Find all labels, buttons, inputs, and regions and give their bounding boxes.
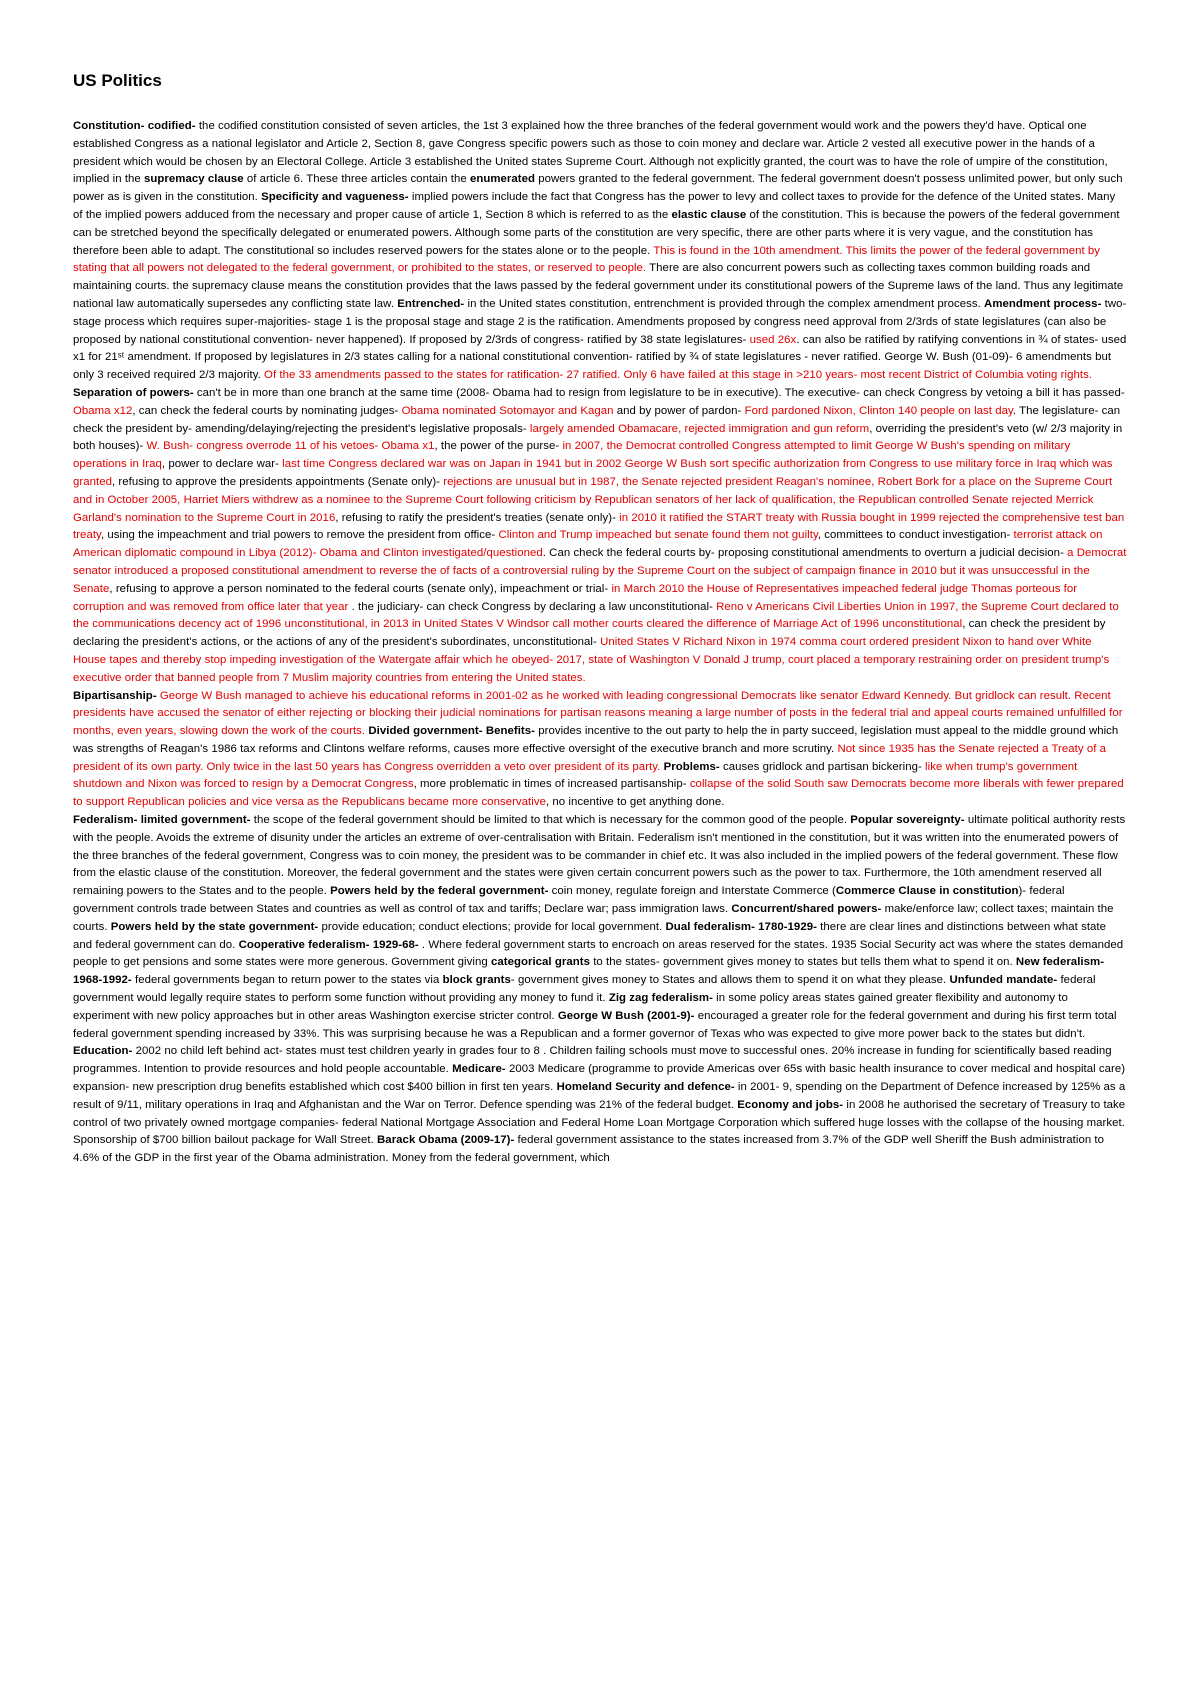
bold-heading-segment: elastic clause [671, 208, 747, 221]
paragraph [73, 688, 1127, 813]
highlighted-example-segment: in 2007, the Democrat controlled Congress attempted to limit George W Bush's spending on military operations in Iraq [73, 440, 1071, 471]
page-title: US Politics [73, 71, 162, 90]
bold-heading-segment: Economy and jobs- [737, 1098, 844, 1111]
body-text-segment: powers granted to the federal government. The federal government doesn't possess unlimited power, but only such power as is given in the constitution. [73, 173, 1123, 204]
highlighted-example-segment: in March 2010 the House of Representatives impeached federal judge Thomas porteous for corruption and was removed from office later that year [73, 582, 1078, 613]
bold-heading-segment: Problems- [663, 760, 720, 773]
highlighted-example-segment: Reno v Americans Civil Liberties Union in 1997, the Supreme Court declared to the communications decency act of 1996 unconstitutional, in 2013 in United States V Windsor call mother courts cleared the difference of Marriage Act of 1996 unconstitutional [73, 600, 1119, 631]
bold-heading-segment: Barack Obama (2009-17)- [377, 1134, 515, 1147]
bold-heading-segment: Medicare- [452, 1063, 506, 1076]
body-text-segment: in 2008 he authorised the secretary of Treasury to take control of two privately owned mortgage companies- federal National Mortgage Association and Federal Home Loan Mortgage Corporation which suffered huge losses with the collapse of the housing market. Sponsorship of $700 billion bailout package for Wall Street. [73, 1098, 1126, 1147]
highlighted-example-segment: Ford pardoned Nixon, Clinton 140 people on last day [744, 404, 1013, 417]
bold-heading-segment: enumerated [469, 173, 536, 186]
highlighted-example-segment: United States V Richard Nixon in 1974 comma court ordered president Nixon to hand over White House tapes and thereby stop impeding investigation of the Watergate affair which he obeyed- 2017, state of Washington V Donald J trump, court placed a temporary restraining order on president trump's executive order that banned people from 7 Muslim majority countries from entering the United states. [73, 636, 1110, 684]
bold-heading-segment: Homeland Security and defence- [556, 1081, 735, 1094]
body-text-segment: )- federal government controls trade between States and countries as well as control of tax and tariffs; Declare war; pass immigration laws. [73, 885, 1065, 916]
body-text-segment: of the constitution. This is because the powers of the federal government can be stretched beyond the specifically delegated or enumerated powers. Although some parts of the constitution are very specific, there are other parts where it is very vague, and the constitution has therefore been able to adapt. The constitutional so includes reserved powers for the states alone or to the people. [73, 208, 1120, 257]
body-text-segment: , overriding the president's veto (w/ 2/3 majority in both houses)- [73, 422, 1123, 453]
bold-heading-segment: Separation of powers- [73, 386, 194, 399]
bold-heading-segment: Dual federalism- 1780-1929- [665, 920, 817, 933]
body-text-segment: . Where federal government starts to encroach on areas reserved for the states. 1935 Social Security act was where the states demanded people to get pensions and some states were more generous. Government giving [73, 938, 1124, 969]
highlighted-example-segment: a Democrat senator introduced a proposed constitutional amendment to reverse the of facts of a controversial ruling by the Supreme Court on the subject of campaign finance in 2010 but it was unsuccessful in the Senate [73, 547, 1127, 595]
highlighted-example-segment: Of the 33 amendments passed to the states for ratification- 27 ratified. Only 6 have failed at this stage in >210 years- most recent District of Columbia voting rights. [264, 369, 1093, 382]
body-text-segment: federal government assistance to the states increased from 3.7% of the GDP well Sheriff the Bush administration to 4.6% of the GDP in the first year of the Obama administration. Money from the federal government, which [73, 1134, 1105, 1165]
body-text-segment: two-stage process which requires super-majorities- stage 1 is the proposal stage and stage 2 is the ratification. Amendments proposed by congress need approval from 2/3rds of state legislatures (can also be proposed by national constitutional convention- never happened). If proposed by 2/3rds of congress- ratified by 38 state legislatures- [73, 297, 1127, 346]
body-text-segment: provides incentive to the out party to help the in party succeed, legislation must appeal to the middle ground which was strengths of Reagan's 1986 tax reforms and Clintons welfare reforms, causes more effective oversight of the executive branch and more scrutiny. [73, 725, 1119, 755]
paragraph [73, 385, 1127, 688]
bold-heading-segment: Federalism- limited government- [73, 814, 251, 827]
highlighted-example-segment: This is found in the 10th amendment. This limits the power of the federal government by stating that all powers not delegated to the federal government, or prohibited to the states, or reserved to people. [73, 244, 1101, 275]
body-text-segment: in the United states constitution, entrenchment is provided through the complex amendment process. [464, 297, 985, 310]
body-text-segment: make/enforce law; collect taxes; maintain the courts. [73, 903, 1114, 933]
body-text-segment: . can also be ratified by ratifying conventions in ¾ of states- used x1 for 21ˢᵗ amendment. If proposed by legislatures in 2/3 states calling for a national constitutional convention- ratified by ¾ of state legislatures - never ratified. George W. Bush (01-09)- 6 amendments but only 3 received required 2/3 majority. [73, 333, 1127, 382]
body-text-segment: , committees to conduct investigation- [817, 529, 1014, 542]
bold-heading-segment: Powers held by the state government- [110, 920, 319, 933]
body-text-segment: , refusing to approve the presidents appointments (Senate only)- [111, 475, 444, 488]
highlighted-example-segment: largely amended Obamacare, rejected immigration and gun reform [529, 422, 870, 435]
paragraph [73, 812, 1127, 1168]
body-text-segment: federal government would legally require states to perform some function without providing any money to fund it. [73, 974, 1096, 1005]
highlighted-example-segment: Clinton and Trump impeached but senate found them not guilty [498, 529, 818, 542]
bold-heading-segment: supremacy clause [144, 173, 244, 186]
highlighted-example-segment: in 2010 it ratified the START treaty with Russia bought in 1999 rejected the comprehensive test ban treaty [73, 511, 1125, 542]
body-text-segment: , can check the president by declaring the president's actions, or the actions of any of the president's subordinates, unconstitutional- [73, 618, 1106, 649]
highlighted-example-segment: W. Bush- congress overrode 11 of his vetoes- Obama x1 [146, 440, 435, 453]
bold-heading-segment: George W Bush (2001-9)- [557, 1009, 695, 1022]
body-text-segment: coin money, regulate foreign and Interstate Commerce ( [548, 885, 836, 898]
body-text-segment: . Can check the federal courts by- proposing constitutional amendments to overturn a judicial decision- [542, 547, 1068, 560]
bold-heading-segment: Constitution- codified- [73, 120, 199, 132]
body-text-segment: the codified constitution consisted of seven articles, the 1st 3 explained how the three branches of the federal government would work and the powers they'd have. Optical one established Congress as a national legislator and Article 2, Section 8, gave Congress specific powers such as those to coin money and declare war. Article 2 vested all executive power in the hands of a president which would be chosen by an Electoral College. Article 3 established the United states Supreme Court. Although not explicitly granted, the court was to have the role of umpire of the constitution, implied in the [73, 120, 1108, 186]
body-text-segment: provide education; conduct elections; provide for local government. [318, 920, 666, 933]
body-text-segment: , more problematic in times of increased partisanship- [413, 778, 690, 791]
bold-heading-segment: Education- [73, 1045, 133, 1058]
body-text-segment: - government gives money to States and allows them to spend it on what they please. [510, 974, 950, 987]
body-text-segment: causes gridlock and partisan bickering- [719, 760, 926, 773]
body-text-segment: of article 6. These three articles contain the [243, 173, 470, 186]
highlighted-example-segment: like when trump's government shutdown and Nixon was forced to resign by a Democrat Congress [73, 760, 1078, 791]
body-text-segment: 2003 Medicare (programme to provide Americas over 65s with basic health insurance to cover medical and hospital care) expansion- new prescription drug benefits established which cost $400 billion in first ten years. [73, 1063, 1126, 1094]
bold-heading-segment: Bipartisanship- [73, 689, 160, 702]
bold-heading-segment: Divided government- Benefits- [368, 725, 535, 738]
bold-heading-segment: block grants [442, 974, 511, 987]
highlighted-example-segment: Obama x12 [73, 404, 133, 417]
bold-heading-segment: Popular sovereignty- [850, 814, 965, 827]
body-text-segment: the scope of the federal government should be limited to that which is necessary for the common good of the people. [250, 814, 851, 827]
body-text-segment: , refusing to approve a person nominated to the federal courts (senate only), impeachment or trial- [109, 582, 612, 595]
body-text-segment: federal governments began to return power to the states via [131, 974, 443, 987]
bold-heading-segment: categorical grants [490, 956, 590, 969]
body-text-segment: and by power of pardon- [613, 404, 745, 417]
highlighted-example-segment: Not since 1935 has the Senate rejected a Treaty of a president of its own party. Only twice in the last 50 years has Congress overridden a veto over president of its party. [73, 742, 1107, 773]
highlighted-example-segment: Obama nominated Sotomayor and Kagan [401, 404, 614, 417]
body-text-segment: , no incentive to get anything done. [545, 796, 725, 809]
bold-heading-segment: Powers held by the federal government- [330, 885, 549, 898]
body-text-segment: in 2001- 9, spending on the Department of Defence increased by 125% as a result of 9/11, military operations in Iraq and Afghanistan and the War on Terror. Defence spending was 21% of the federal budget. [73, 1081, 1126, 1111]
body-text-segment: . The legislature- can check the president by- amending/delaying/rejecting the president's legislative proposals- [73, 404, 1121, 435]
body-text-segment: implied powers include the fact that Congress has the power to levy and collect taxes to provide for the defence of the United states. Many of the implied powers adduced from the necessary and proper cause of article 1, Section 8 which is referred to as the [73, 191, 1116, 221]
body-text-segment: , the power of the purse- [434, 440, 563, 453]
body-text-segment: , can check the federal courts by nominating judges- [132, 404, 402, 417]
body-text-segment: 2002 no child left behind act- states must test children yearly in grades four to 8 . Children failing schools must move to successful ones. 20% increase in funding for scientifically based reading programmes. Intention to provide resources and hold people accountable. [73, 1045, 1112, 1076]
bold-heading-segment: Cooperative federalism- 1929-68- [238, 938, 419, 951]
body-text-segment: in some policy areas states gained greater flexibility and autonomy to experiment with new policy approaches but in other areas Washington exercise stricter control. [73, 992, 1068, 1022]
bold-heading-segment: Zig zag federalism- [608, 992, 713, 1005]
bold-heading-segment: Entrenched- [397, 297, 465, 310]
bold-heading-segment: Concurrent/shared powers- [731, 903, 882, 916]
highlighted-example-segment: used 26x [749, 333, 797, 346]
body-text-segment: , power to declare war- [161, 458, 283, 471]
body-text-segment: There are also concurrent powers such as collecting taxes common building roads and maintaining courts. the supremacy clause means the constitution provides that the laws passed by the federal government under its constitutional powers of the Supreme laws of the land. Thus any legitimate national law automatically supersedes any conflicting state law. [73, 262, 1124, 310]
body-text-segment: ultimate political authority rests with the people. Avoids the extreme of disunity under the articles an extreme of over-centralisation with Britain. Federalism isn't mentioned in the constitution, but it was written into the enumerated powers of the three branches of the federal government, Congress was to coin money, the president was to be commander in chief etc. It was also included in the implied powers of the federal government. These flow from the elastic clause of the constitution. Moreover, the federal government and the states were given certain concurrent powers such as the power to tax. Furthermore, the 10th amendment reserved all remaining powers to the States and to the people. [73, 814, 1126, 898]
bold-heading-segment: Commerce Clause in constitution [835, 885, 1019, 898]
highlighted-example-segment: last time Congress declared war was on Japan in 1941 but in 2002 George W Bush sort specific authorization from Congress to use military force in Iraq which was granted [73, 458, 1113, 488]
bold-heading-segment: New federalism- 1968-1992- [73, 956, 1105, 987]
highlighted-example-segment: terrorist attack on American diplomatic compound in Libya (2012)- Obama and Clinton investigated/questioned [73, 529, 1103, 560]
body-text-segment: , using the impeachment and trial powers to remove the president from office- [100, 529, 499, 542]
body-text-segment: there are clear lines and distinctions between what state and federal government can do. [73, 920, 1107, 951]
paragraph [73, 118, 1127, 385]
body-text-segment: to the states- government gives money to states but tells them what to spend it on. [589, 956, 1016, 969]
document-body [73, 118, 1127, 1168]
bold-heading-segment: Specificity and vagueness- [261, 191, 412, 204]
body-text-segment: encouraged a greater role for the federal government and during his first term total federal government spending increased by 33%. This was surprising because he was a Republican and a former governor of Texas who was expected to give more power back to the states but didn't. [73, 1009, 1117, 1040]
body-text-segment: , refusing to ratify the president's treaties (senate only)- [335, 511, 620, 524]
highlighted-example-segment: George W Bush managed to achieve his educational reforms in 2001-02 as he worked with leading congressional Democrats like senator Edward Kennedy. But gridlock can result. Recent presidents have accused the senator of either rejecting or blocking their judicial nominations for partisan reasons meaning a large number of posts in the federal trial and appeal courts remained unfulfilled for months, even years, slowing down the work of the courts. [73, 689, 1123, 738]
bold-heading-segment: Amendment process- [984, 297, 1102, 310]
body-text-segment: can't be in more than one branch at the same time (2008- Obama had to resign from legislature to be in executive). The executive- can check Congress by vetoing a bill it has passed- [193, 386, 1125, 399]
highlighted-example-segment: collapse of the solid South saw Democrats become more liberals with fewer prepared to support Republican policies and vice versa as the Republicans became more conservative [73, 778, 1124, 809]
highlighted-example-segment: rejections are unusual but in 1987, the Senate rejected president Reagan's nominee, Robert Bork for a place on the Supreme Court and in October 2005, Harriet Miers withdrew as a nominee to the Supreme Court following criticism by Republican senators of her lack of qualification, the Republican controlled Senate rejected Merrick Garland's nomination to the Supreme Court in 2016 [73, 475, 1113, 524]
body-text-segment: . the judiciary- can check Congress by declaring a law unconstitutional- [348, 600, 717, 613]
bold-heading-segment: Unfunded mandate- [949, 974, 1058, 987]
